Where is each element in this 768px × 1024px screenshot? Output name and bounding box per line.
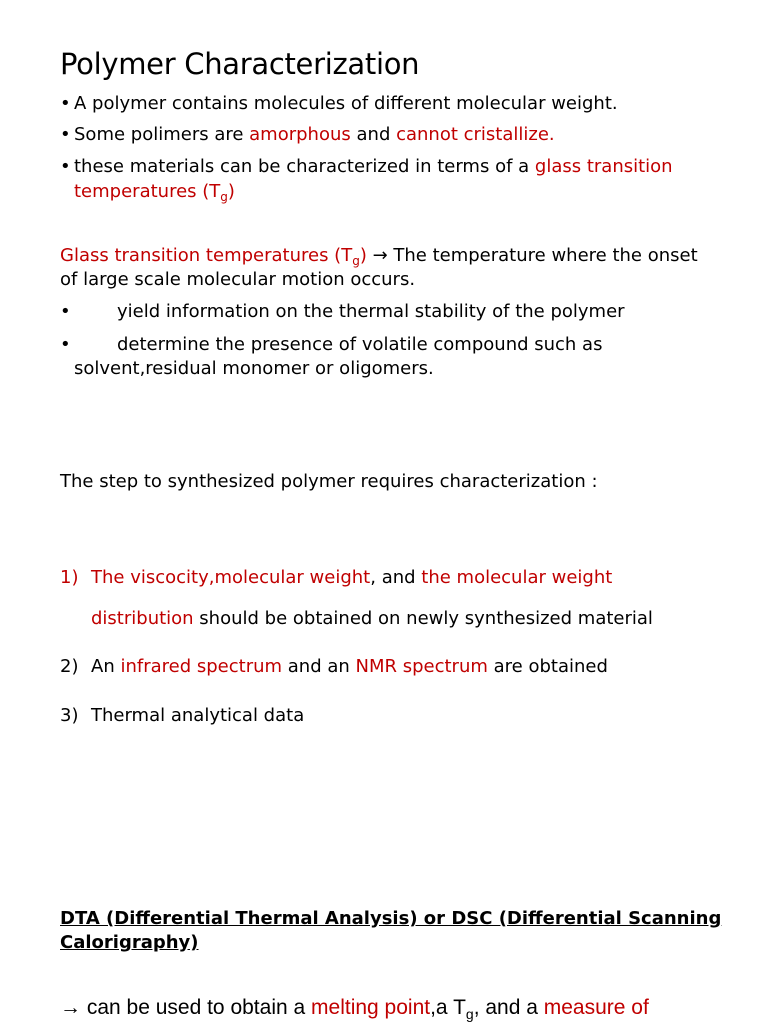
highlight-molecular-weight: molecular weight [214, 567, 371, 588]
bullet-3-line-2 [74, 180, 235, 204]
dta-heading-line-2: Calorigraphy) [60, 932, 199, 953]
highlight-distribution: distribution [91, 608, 194, 629]
bullet-text: and [350, 124, 397, 145]
definition-text: → The temperature where the onset [366, 245, 698, 266]
step-text: An [91, 656, 121, 677]
dta-usage [60, 994, 649, 1022]
step-3 [60, 704, 304, 728]
highlight-close: ) [359, 245, 367, 266]
usage-text: , and a [473, 996, 544, 1019]
glass-definition [60, 244, 698, 268]
step-number: 1) [60, 567, 79, 588]
subscript: g [465, 1006, 474, 1022]
step-text: are obtained [487, 656, 608, 677]
bullet-text: temperatures (T [74, 181, 221, 202]
highlight-cannot-cristallize: cannot cristallize. [396, 124, 555, 145]
step-1-line-2 [91, 607, 653, 631]
dta-heading: DTA (Differential Thermal Analysis) or DSC (Differential Scanning [60, 908, 722, 929]
glass-definition-line-2: of large scale molecular motion occurs. [60, 269, 416, 290]
highlight-measure-of: measure of [543, 996, 649, 1019]
step-2 [60, 655, 608, 679]
highlight-glass-transition: glass transition [534, 156, 673, 177]
glass-item-2 [60, 333, 602, 357]
subscript: g [220, 190, 228, 204]
highlight-infrared-spectrum: infrared spectrum [120, 656, 283, 677]
highlight-nmr-spectrum: NMR spectrum [355, 656, 488, 677]
step-text: , and [370, 567, 422, 588]
bullet-marker: • [60, 124, 71, 145]
step-number: 3) [60, 705, 79, 726]
highlight-glass-transition-temps: Glass transition temperatures (T [60, 245, 353, 266]
step-text: should be obtained on newly synthesized material [193, 608, 653, 629]
page-title: Polymer Characterization [60, 47, 420, 81]
bullet-marker: • [60, 301, 71, 322]
step-number: 2) [60, 656, 79, 677]
bullet-1 [60, 92, 618, 116]
highlight-molecular-weight-dist: the molecular weight [421, 567, 613, 588]
step-text: Thermal analytical data [91, 705, 305, 726]
step-1 [60, 566, 612, 590]
glass-item-2-line-2: solvent,residual monomer or oligomers. [74, 358, 434, 379]
highlight-melting-point: melting point [311, 996, 431, 1019]
bullet-text: these materials can be characterized in terms of a [74, 156, 535, 177]
usage-text: ,a T [430, 996, 466, 1019]
steps-intro: The step to synthesized polymer requires characterization : [60, 471, 598, 492]
usage-text: → can be used to obtain a [60, 996, 312, 1019]
item-text: yield information on the thermal stability of the polymer [117, 301, 625, 322]
bullet-2 [60, 123, 555, 147]
bullet-3 [60, 155, 673, 179]
glass-item-1 [60, 300, 625, 324]
highlight-amorphous: amorphous [249, 124, 351, 145]
step-text: and an [282, 656, 356, 677]
bullet-text: ) [227, 181, 235, 202]
bullet-marker: • [60, 93, 71, 114]
subscript: g [352, 254, 360, 268]
highlight-viscocity: The viscocity, [91, 567, 215, 588]
item-text: determine the presence of volatile compound such as [117, 334, 603, 355]
bullet-text: A polymer contains molecules of different molecular weight. [74, 93, 618, 114]
bullet-marker: • [60, 334, 71, 355]
bullet-marker: • [60, 156, 71, 177]
bullet-text: Some polimers are [74, 124, 250, 145]
